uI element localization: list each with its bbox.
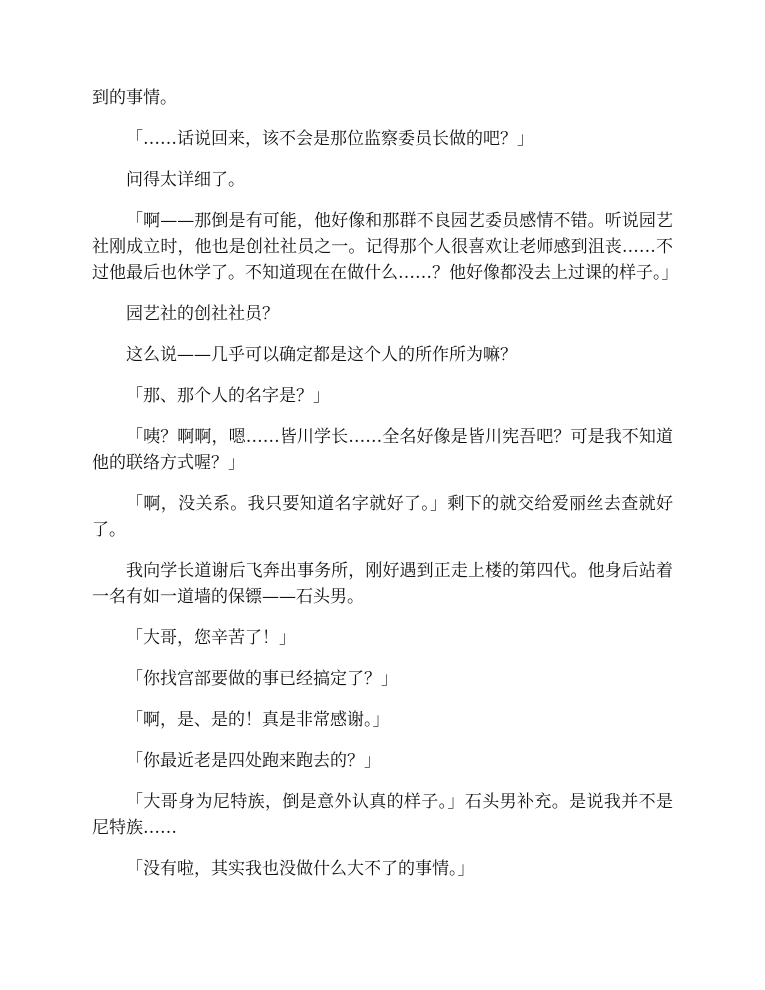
paragraph: 「你找宫部要做的事已经搞定了？」 xyxy=(126,669,398,689)
paragraph: 问得太详细了。 xyxy=(126,170,245,190)
paragraph: 「没有啦，其实我也没做什么大不了的事情。」 xyxy=(126,859,475,879)
paragraph: 「啊，是、是的！真是非常感谢。」 xyxy=(126,710,390,730)
paragraph: 到的事情。 xyxy=(92,88,177,108)
paragraph: 「啊——那倒是有可能，他好像和那群不良园艺委员感情不错。听说园艺社刚成立时，他也是创社社员之一。记得那个人很喜欢让老师感到沮丧……不过他最后也休学了。不知道现在在做什么……？他好像都没去上过课的样子。」 xyxy=(92,211,679,283)
paragraph: 「……话说回来，该不会是那位监察委员长做的吧？」 xyxy=(126,129,534,149)
paragraph: 这么说——几乎可以确定都是这个人的所作所为嘛？ xyxy=(126,345,517,365)
paragraph: 「那、那个人的名字是？」 xyxy=(126,386,330,406)
paragraph: 「啊，没关系。我只要知道名字就好了。」剩下的就交给爱丽丝去查就好了。 xyxy=(92,494,673,540)
paragraph: 园艺社的创社社员？ xyxy=(126,304,279,324)
paragraph: 「大哥，您辛苦了！」 xyxy=(126,628,296,648)
paragraph: 「你最近老是四处跑来跑去的？」 xyxy=(126,751,381,771)
paragraph: 「大哥身为尼特族，倒是意外认真的样子。」石头男补充。是说我并不是尼特族…… xyxy=(92,792,673,838)
paragraph: 我向学长道谢后飞奔出事务所，刚好遇到正走上楼的第四代。他身后站着一名有如一道墙的保镖——石头男。 xyxy=(92,561,673,607)
paragraph: 「咦？啊啊，嗯……皆川学长……全名好像是皆川宪吾吧？可是我不知道他的联络方式喔？」 xyxy=(92,427,673,473)
